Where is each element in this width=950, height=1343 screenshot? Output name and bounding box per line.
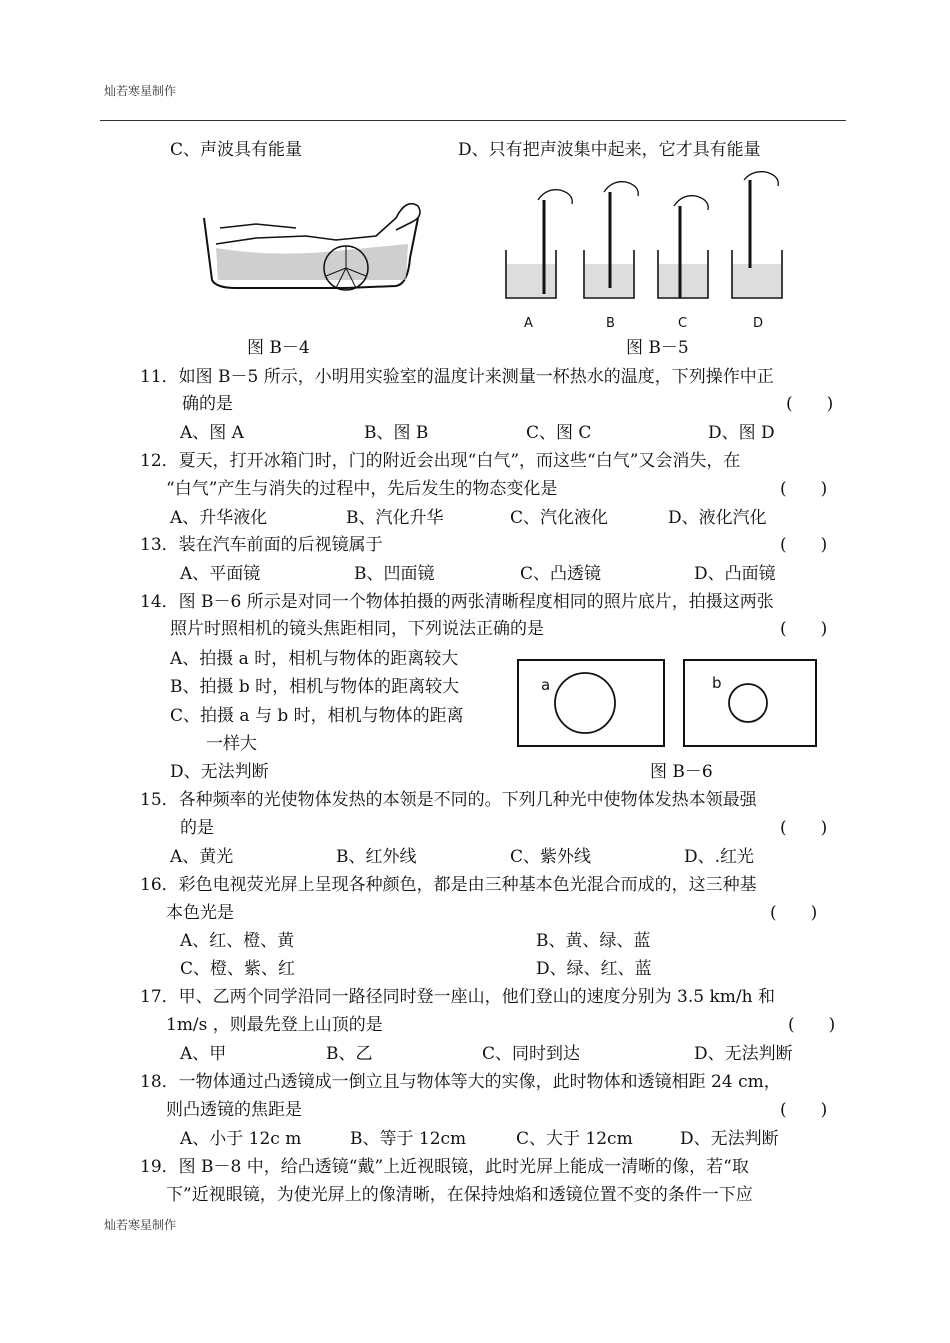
q11-line1: 11．如图 B－5 所示，小明用实验室的温度计来测量一杯热水的温度，下列操作中正 bbox=[140, 367, 774, 387]
q18-option-c: C、大于 12cm bbox=[516, 1129, 633, 1149]
q15-answer-paren: ( ) bbox=[780, 818, 828, 838]
q12-option-a: A、升华液化 bbox=[170, 508, 268, 528]
q17-line2: 1m/s ，则最先登上山顶的是 bbox=[166, 1015, 383, 1035]
q11-option-d: D、图 D bbox=[708, 423, 775, 443]
q18-line2: 则凸透镜的焦距是 bbox=[166, 1100, 302, 1120]
q14-line1: 14．图 B－6 所示是对同一个物体拍摄的两张清晰程度相同的照片底片，拍摄这两张 bbox=[140, 592, 774, 612]
q14-option-c-cont: 一样大 bbox=[206, 734, 257, 754]
header-rule bbox=[100, 120, 846, 121]
q13-option-d: D、凸面镜 bbox=[694, 564, 776, 584]
page-footer: 灿若寒星制作 bbox=[104, 1218, 177, 1232]
q16-line1: 16．彩色电视荧光屏上呈现各种颜色，都是由三种基本色光混合而成的，这三种基 bbox=[140, 875, 757, 895]
figure-b6-label-b: b bbox=[712, 674, 722, 692]
page-header: 灿若寒星制作 bbox=[104, 84, 177, 98]
q19-line2: 下”近视眼镜，为使光屏上的像清晰，在保持烛焰和透镜位置不变的条件一下应 bbox=[166, 1185, 753, 1205]
figure-b5-caption: 图 B－5 bbox=[626, 338, 689, 358]
figure-b4-bathtub bbox=[196, 188, 428, 300]
figure-b5-label-d: D bbox=[753, 316, 764, 331]
q12-option-c: C、汽化液化 bbox=[510, 508, 609, 528]
figure-b5-label-a: A bbox=[524, 316, 533, 331]
option-c-prev: C、声波具有能量 bbox=[170, 140, 303, 160]
q13-line1: 13．装在汽车前面的后视镜属于 bbox=[140, 535, 383, 555]
q12-line2: “白气”产生与消失的过程中，先后发生的物态变化是 bbox=[166, 479, 558, 499]
q14-option-d: D、无法判断 bbox=[170, 762, 269, 782]
q12-answer-paren: ( ) bbox=[780, 479, 828, 499]
figure-b4-caption: 图 B－4 bbox=[247, 338, 310, 358]
q16-answer-paren: ( ) bbox=[770, 903, 818, 923]
q14-option-c: C、拍摄 a 与 b 时，相机与物体的距离 bbox=[170, 706, 464, 726]
q11-option-c: C、图 C bbox=[526, 423, 592, 443]
q18-line1: 18．一物体通过凸透镜成一倒立且与物体等大的实像，此时物体和透镜相距 24 cm， bbox=[140, 1072, 781, 1092]
q13-option-c: C、凸透镜 bbox=[520, 564, 602, 584]
q16-option-c: C、橙、紫、红 bbox=[180, 959, 296, 979]
q15-option-b: B、红外线 bbox=[336, 847, 417, 867]
q18-answer-paren: ( ) bbox=[780, 1100, 828, 1120]
q13-option-b: B、凹面镜 bbox=[354, 564, 435, 584]
q12-option-d: D、液化汽化 bbox=[668, 508, 767, 528]
q17-option-d: D、无法判断 bbox=[694, 1044, 793, 1064]
q18-option-b: B、等于 12cm bbox=[350, 1129, 467, 1149]
q14-option-b: B、拍摄 b 时，相机与物体的距离较大 bbox=[170, 677, 460, 697]
figure-b5-label-b: B bbox=[606, 316, 615, 331]
q17-line1: 17．甲、乙两个同学沿同一路径同时登一座山，他们登山的速度分别为 3.5 km/h 和 bbox=[140, 987, 775, 1007]
q17-option-b: B、乙 bbox=[326, 1044, 373, 1064]
q19-line1: 19．图 B－8 中，给凸透镜“戴”上近视眼镜，此时光屏上能成一清晰的像，若“取 bbox=[140, 1157, 749, 1177]
q11-answer-paren: ( ) bbox=[786, 394, 834, 414]
q16-line2: 本色光是 bbox=[166, 903, 234, 923]
q13-answer-paren: ( ) bbox=[780, 535, 828, 555]
q16-option-a: A、红、橙、黄 bbox=[180, 931, 295, 951]
q11-line2: 确的是 bbox=[182, 394, 233, 414]
q16-option-d: D、绿、红、蓝 bbox=[536, 959, 652, 979]
figure-b6-label-a: a bbox=[541, 676, 551, 694]
q17-answer-paren: ( ) bbox=[788, 1015, 836, 1035]
option-d-prev: D、只有把声波集中起来，它才具有能量 bbox=[458, 140, 761, 160]
q12-option-b: B、汽化升华 bbox=[346, 508, 444, 528]
figure-b6-caption: 图 B－6 bbox=[650, 762, 713, 782]
figure-b5-beakers bbox=[500, 170, 800, 310]
q18-option-a: A、小于 12c m bbox=[180, 1129, 302, 1149]
q17-option-a: A、甲 bbox=[180, 1044, 227, 1064]
figure-b5-label-c: C bbox=[678, 316, 688, 331]
q11-option-b: B、图 B bbox=[364, 423, 429, 443]
q14-answer-paren: ( ) bbox=[780, 619, 828, 639]
q15-line1: 15．各种频率的光使物体发热的本领是不同的。下列几种光中使物体发热本领最强 bbox=[140, 790, 757, 810]
figure-b6-photos bbox=[516, 656, 822, 750]
q17-option-c: C、同时到达 bbox=[482, 1044, 581, 1064]
q13-option-a: A、平面镜 bbox=[180, 564, 261, 584]
q15-option-a: A、黄光 bbox=[170, 847, 234, 867]
q12-line1: 12．夏天，打开冰箱门时，门的附近会出现“白气”，而这些“白气”又会消失，在 bbox=[140, 451, 741, 471]
q16-option-b: B、黄、绿、蓝 bbox=[536, 931, 651, 951]
q14-option-a: A、拍摄 a 时，相机与物体的距离较大 bbox=[170, 649, 459, 669]
q18-option-d: D、无法判断 bbox=[680, 1129, 779, 1149]
q15-option-c: C、紫外线 bbox=[510, 847, 592, 867]
q15-line2: 的是 bbox=[180, 818, 214, 838]
q14-line2: 照片时照相机的镜头焦距相同，下列说法正确的是 bbox=[170, 619, 544, 639]
q15-option-d: D、.红光 bbox=[684, 847, 755, 867]
q11-option-a: A、图 A bbox=[180, 423, 244, 443]
